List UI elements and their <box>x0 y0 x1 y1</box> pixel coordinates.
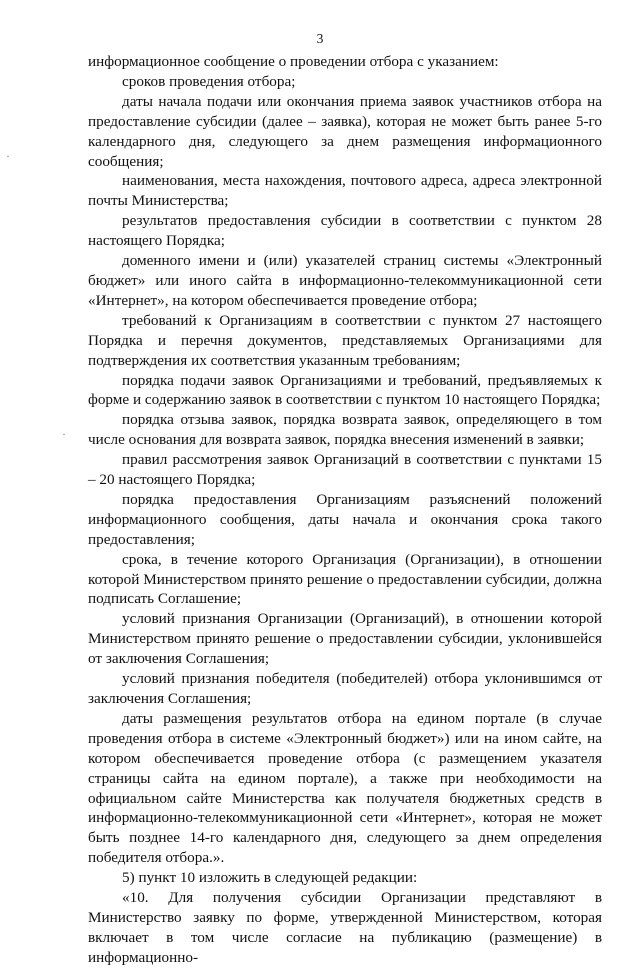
paragraph: условий признания победителя (победителей) отбора уклонившимся от заключения Соглашения; <box>88 670 602 707</box>
paragraph: даты размещения результатов отбора на едином портале (в случае проведения отбора в системе «Электронный бюджет») или на ином сайте, на котором обеспечивается проведение отбора (с размещением указателя страницы сайта на едином портале), а также при необходимости на официальном сайте Министерства как получателя бюджетных средств в информационно-телекоммуникационной сети «Интернет», которая не может быть позднее 14-го календарного дня, следующего за днем определения победителя отбора.». <box>88 709 602 867</box>
paragraph: 5) пункт 10 изложить в следующей редакции: <box>122 869 418 887</box>
paragraph: «10. Для получения субсидии Организации представляют в Министерство заявку по форме, утвержденной Министерством, которая включает в том числе согласие на публикацию (размещение) в информационно- <box>88 889 602 966</box>
paragraph: срока, в течение которого Организация (Организации), в отношении которой Министерством принято решение о предоставлении субсидии, должна подписать Соглашение; <box>88 550 602 608</box>
paragraph: результатов предоставления субсидии в соответствии с пунктом 28 настоящего Порядка; <box>88 212 602 250</box>
paragraph: сроков проведения отбора; <box>122 72 296 90</box>
paragraph: требований к Организациям в соответствии с пунктом 27 настоящего Порядка и перечня документов, представляемых Организациями для подтверждения их соответствия указанным требованиям; <box>88 311 602 369</box>
paragraph: информационное сообщение о проведении отбора с указанием: <box>88 53 499 70</box>
document-body <box>88 52 602 968</box>
paragraph: условий признания Организации (Организаций), в отношении которой Министерством принято решение о предоставлении субсидии, уклонившейся от заключения Соглашения; <box>88 610 602 668</box>
paragraph: правил рассмотрения заявок Организаций в соответствии с пунктами 15 – 20 настоящего Порядка; <box>88 451 602 489</box>
paragraph: доменного имени и (или) указателей страниц системы «Электронный бюджет» или иного сайта в информационно-телекоммуникационной сети «Интернет», на котором обеспечивается проведение отбора; <box>88 252 602 309</box>
paragraph: даты начала подачи или окончания приема заявок участников отбора на предоставление субсидии (далее – заявка), которая не может быть ранее 5-го календарного дня, следующего за днем размещения информационного сообщения; <box>88 92 602 170</box>
paragraph: наименования, места нахождения, почтового адреса, адреса электронной почты Министерства; <box>88 172 602 210</box>
paragraph: порядка подачи заявок Организациями и требований, предъявляемых к форме и содержанию заявок в соответствии с пунктом 10 настоящего Порядка; <box>88 371 602 409</box>
scan-mark: · <box>6 149 10 163</box>
page-number: 3 <box>316 31 324 46</box>
paragraph: порядка отзыва заявок, порядка возврата заявок, определяющего в том числе основания для возврата заявок, порядка внесения изменений в заявки; <box>88 411 602 449</box>
paragraph: порядка предоставления Организациям разъяснений положений информационного сообщения, даты начала и окончания срока такого предоставления; <box>88 490 602 548</box>
scan-mark: · <box>62 427 66 441</box>
